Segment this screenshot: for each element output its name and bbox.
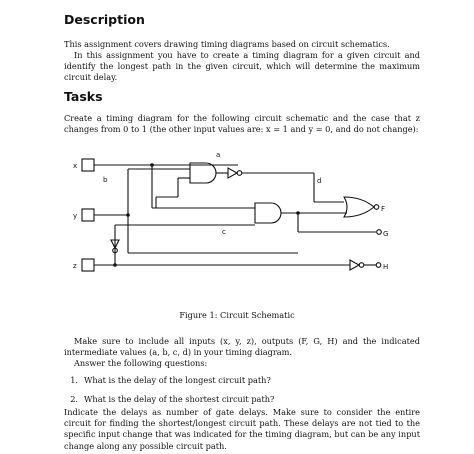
description-paragraph-1: This assignment covers drawing timing diagrams based on circuit schematics. xyxy=(64,39,390,49)
output-circle-h xyxy=(376,263,381,268)
label-y: y xyxy=(73,212,78,220)
tasks-intro: Create a timing diagram for the following circuit schematic and the case that z changes from 0 to 1 (the other input values are: x = 1 and y = 0, and do not change): xyxy=(64,113,420,135)
description-paragraph-2: In this assignment you have to create a timing diagram for a given circuit and identify the longest path in the given circuit, which will determine the maximum circuit delay. xyxy=(64,50,420,83)
figure-caption: Figure 1: Circuit Schematic xyxy=(179,310,295,320)
label-f: F xyxy=(381,205,386,213)
not-gate-h xyxy=(350,260,359,270)
label-a: a xyxy=(216,151,221,159)
description-heading: Description xyxy=(64,12,145,27)
label-c: c xyxy=(222,228,226,236)
label-d: d xyxy=(317,177,322,185)
question-item xyxy=(64,394,420,405)
output-circle-f xyxy=(374,205,379,210)
input-box-y xyxy=(82,209,94,221)
label-b: b xyxy=(103,176,108,184)
input-box-z xyxy=(82,259,94,271)
label-g: G xyxy=(383,230,389,238)
label-z: z xyxy=(73,262,77,270)
question-text: What is the delay of the longest circuit path? xyxy=(84,375,271,385)
question-text: What is the delay of the shortest circuit path? xyxy=(84,394,275,404)
question-number: 1. xyxy=(70,375,78,385)
question-item xyxy=(64,375,420,386)
tasks-heading: Tasks xyxy=(64,89,103,104)
closing-paragraph: Indicate the delays as number of gate delays. Make sure to consider the entire circuit for finding the shortest/longest circuit path. These delays are not tied to the specific input change that was indicated for the timing diagram, but can be any input change along any possible circuit path. xyxy=(64,407,420,451)
and-gate-a xyxy=(190,163,216,183)
not-gate-a xyxy=(228,168,237,178)
and-gate-c xyxy=(255,203,281,223)
or-gate-f xyxy=(344,197,374,217)
output-circle-g xyxy=(377,230,382,235)
instructions-paragraph-2: Answer the following questions: xyxy=(74,358,208,368)
label-x: x xyxy=(73,162,78,170)
question-number: 2. xyxy=(70,394,78,404)
label-h: H xyxy=(383,263,389,271)
instructions-paragraph-1: Make sure to include all inputs (x, y, z), outputs (F, G, H) and the indicated intermediate values (a, b, c, d) in your timing diagram. xyxy=(64,336,420,358)
circuit-schematic xyxy=(60,145,420,285)
input-box-x xyxy=(82,159,94,171)
